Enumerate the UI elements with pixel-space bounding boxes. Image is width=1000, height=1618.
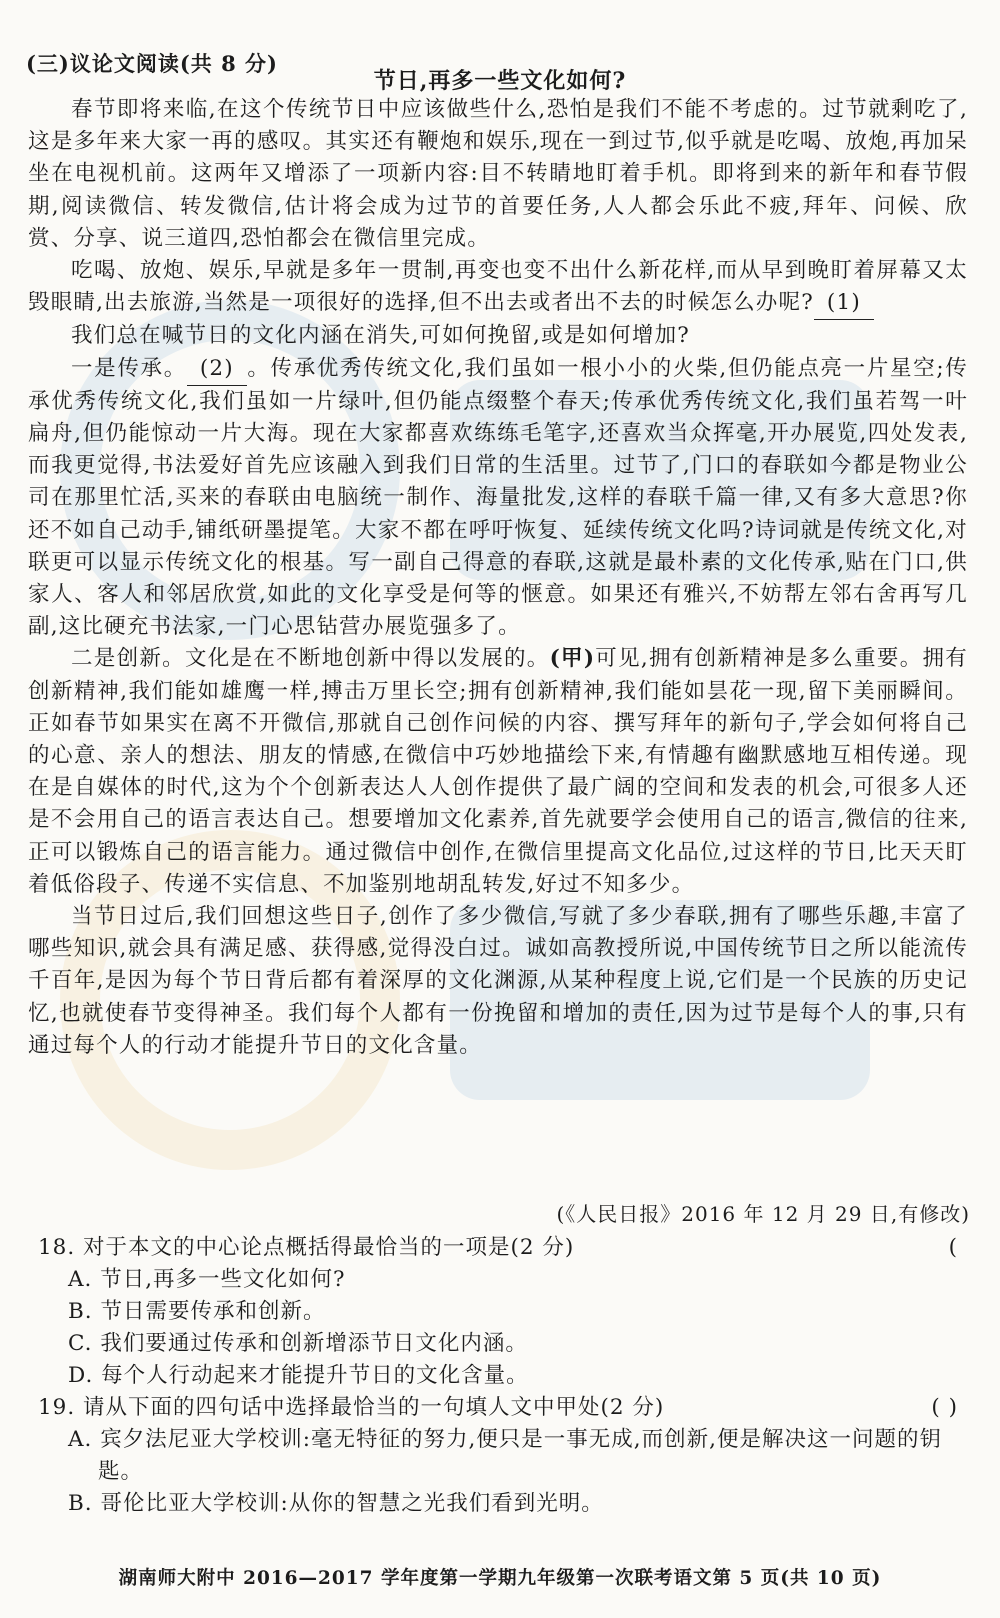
q18-option-d: D. 每个人行动起来才能提升节日的文化含量。	[68, 1363, 529, 1388]
blank-1: (1)	[814, 287, 874, 320]
article-title: 节日,再多一些文化如何?	[373, 68, 627, 94]
q18-option-a: A. 节日,再多一些文化如何?	[68, 1267, 346, 1292]
paragraph-4	[28, 353, 968, 644]
paragraph-6: 当节日过后,我们回想这些日子,创作了多少微信,写就了多少春联,拥有了哪些乐趣,丰富了哪些知识,就会具有满足感、获得感,觉得没白过。诚如高教授所说,中国传统节日之所以能流传千百年,是因为每个节日背后都有着深厚的文化渊源,从某种程度上说,它们是一个民族的历史记忆,也就使春节变得神圣。我们每个人都有一份挽留和增加的责任,因为过节是每个人的事,只有通过每个人的行动才能提升节日的文化含量。	[28, 904, 968, 1058]
question-19-stem: 19. 请从下面的四句话中选择最恰当的一句填人文中甲处(2 分)	[38, 1395, 665, 1420]
paragraph-5	[28, 643, 968, 901]
blank-2: (2)	[187, 353, 247, 386]
paragraph-2	[28, 255, 968, 320]
paragraph-5-lead: 二是创新。文化是在不断地创新中得以发展的。	[71, 646, 550, 672]
q19-option-b: B. 哥伦比亚大学校训:从你的智慧之光我们看到光明。	[68, 1491, 604, 1516]
page-footer: 湖南师大附中 2016—2017 学年度第一学期九年级第一次联考语文第 5 页(共 10 页)	[118, 1568, 882, 1589]
paragraph-5-text: 可见,拥有创新精神是多么重要。拥有创新精神,我们能如雄鹰一样,搏击万里长空;拥有创新精神,我们能如昙花一现,留下美丽瞬间。正如春节如果实在离不开微信,那就自己创作问候的内容、撰写拜年的新句子,学会如何将自己的心意、亲人的想法、朋友的情感,在微信中巧妙地描绘下来,有情趣有幽默感地互相传递。现在是自媒体的时代,这为个个创新表达人人创作提供了最广阔的空间和发表的机会,可很多人还是不会用自己的语言表达自己。想要增加文化素养,首先就要学会使用自己的语言,微信的往来,正可以锻炼自己的语言能力。通过微信中创作,在微信里提高文化品位,过这样的节日,比天天盯着低俗段子、传递不实信息、不加鉴别地胡乱转发,好过不知多少。	[28, 646, 968, 897]
q19-option-a: A. 宾夕法尼亚大学校训:毫无特征的努力,便只是一事无成,而创新,便是解决这一问题的钥匙。	[68, 1427, 942, 1484]
question-19-answer-paren: ( )	[931, 1395, 958, 1420]
question-18	[38, 1232, 968, 1264]
question-19	[38, 1392, 968, 1424]
q18-option-b: B. 节日需要传承和创新。	[68, 1299, 326, 1324]
article-body	[28, 94, 968, 1062]
question-18-stem: 18. 对于本文的中心论点概括得最恰当的一项是(2 分)	[38, 1235, 575, 1260]
section-heading: (三)议论文阅读(共 8 分)	[26, 51, 278, 76]
paragraph-4-lead: 一是传承。	[71, 355, 187, 381]
paragraph-3: 我们总在喊节日的文化内涵在消失,可如何挽留,或是如何增加?	[71, 323, 690, 349]
article-source: (《人民日报》2016 年 12 月 29 日,有修改)	[556, 1202, 970, 1226]
questions	[38, 1232, 968, 1520]
marker-jia: (甲)	[549, 646, 596, 672]
paragraph-1: 春节即将来临,在这个传统节日中应该做些什么,恐怕是我们不能不考虑的。过节就剩吃了,这是多年来大家一再的感叹。其实还有鞭炮和娱乐,现在一到过节,似乎就是吃喝、放炮,再加呆坐在电视机前。这两年又增添了一项新内容:目不转睛地盯着手机。即将到来的新年和春节假期,阅读微信、转发微信,估计将会成为过节的首要任务,人人都会乐此不疲,拜年、问候、欣赏、分享、说三道四,恐怕都会在微信里完成。	[28, 97, 968, 251]
question-18-answer-paren: (	[948, 1235, 958, 1260]
q18-option-c: C. 我们要通过传承和创新增添节日文化内涵。	[68, 1331, 528, 1356]
paragraph-4-text: 。传承优秀传统文化,我们虽如一根小小的火柴,但仍能点亮一片星空;传承优秀传统文化,我们虽如一片绿叶,但仍能点缀整个春天;传承优秀传统文化,我们虽若驾一叶扁舟,但仍能惊动一片大海。现在大家都喜欢练练毛笔字,还喜欢当众挥毫,开办展览,四处发表,而我更觉得,书法爱好首先应该融入到我们日常的生活里。过节了,门口的春联如今都是物业公司在那里忙活,买来的春联由电脑统一制作、海量批发,这样的春联千篇一律,又有多大意思?你还不如自己动手,铺纸研墨提笔。大家不都在呼吁恢复、延续传统文化吗?诗词就是传统文化,对联更可以显示传统文化的根基。写一副自己得意的春联,这就是最朴素的文化传承,贴在门口,供家人、客人和邻居欣赏,如此的文化享受是何等的惬意。如果还有雅兴,不妨帮左邻右舍再写几副,这比硬充书法家,一门心思钻营办展览强多了。	[28, 355, 968, 640]
paragraph-2-text: 吃喝、放炮、娱乐,早就是多年一贯制,再变也变不出什么新花样,而从早到晚盯着屏幕又太毁眼睛,出去旅游,当然是一项很好的选择,但不出去或者出不去的时候怎么办呢?	[28, 258, 968, 316]
